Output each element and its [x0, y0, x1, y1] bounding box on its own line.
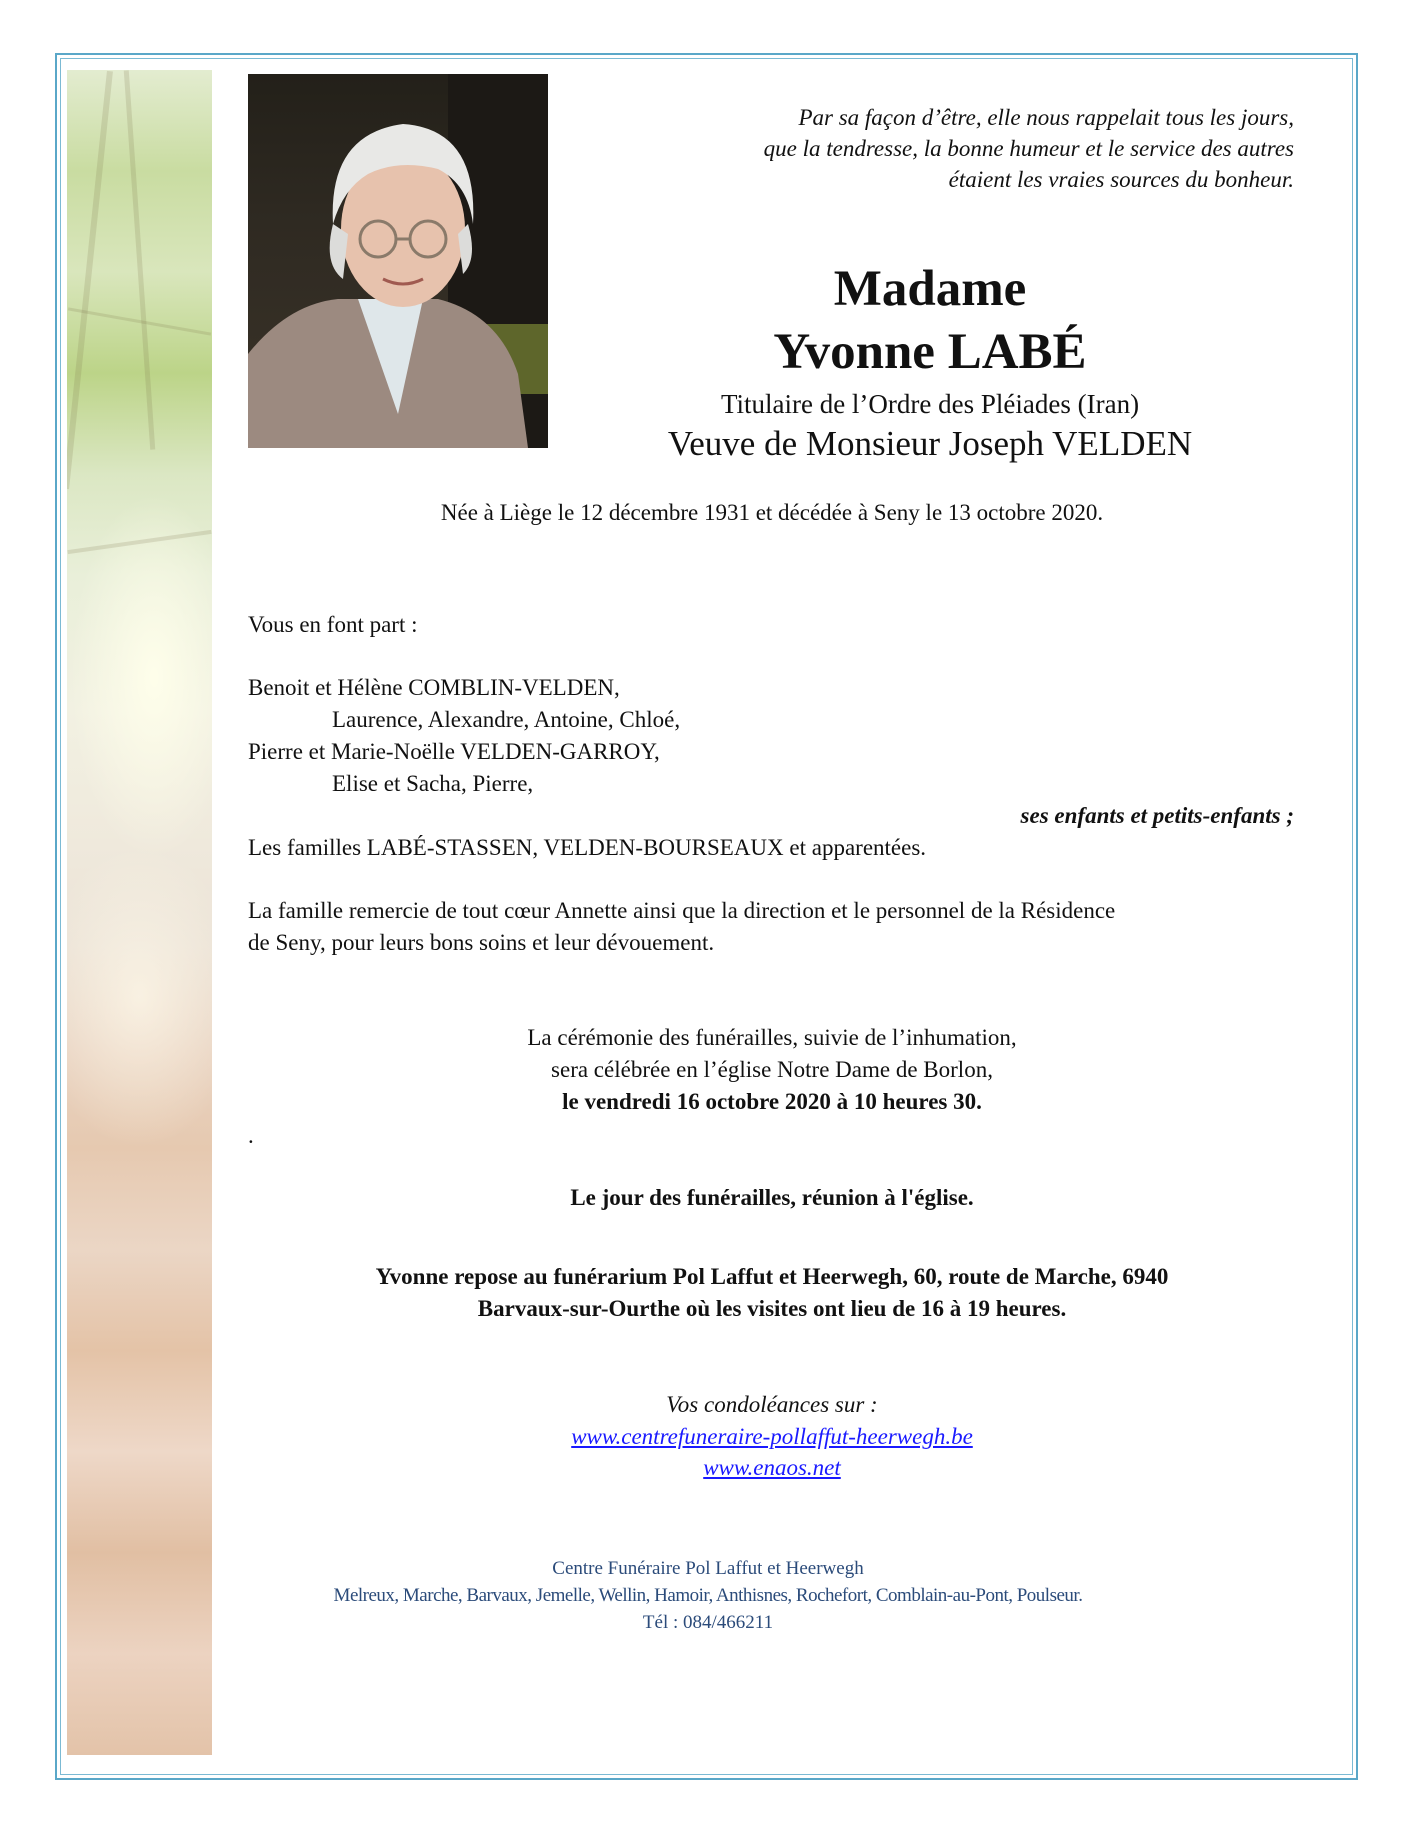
footer-company-name: Centre Funéraire Pol Laffut et Heerwegh	[552, 1558, 864, 1579]
thanks-line-1: La famille remercie de tout cœur Annette ainsi que la direction et le personnel de la Résidence	[248, 898, 1116, 923]
announcement-intro: Vous en font part :	[248, 612, 418, 637]
rest-location-line-1: Yvonne repose au funérarium Pol Laffut et Heerwegh, 60, route de Marche, 6940	[375, 1264, 1169, 1289]
family-line-2: Laurence, Alexandre, Antoine, Chloé,	[332, 707, 681, 732]
family-line-1: Benoit et Hélène COMBLIN-VELDEN,	[248, 675, 620, 700]
condolences-link-2[interactable]: www.enaos.net	[703, 1455, 841, 1480]
extended-families: Les familles LABÉ-STASSEN, VELDEN-BOURSEAUX et apparentées.	[248, 835, 927, 860]
condolences-link-1-wrap	[248, 1422, 1296, 1455]
relation-label: ses enfants et petits-enfants ;	[1020, 803, 1294, 828]
quote-line-1: Par sa façon d’être, elle nous rappelait tous les jours,	[798, 105, 1294, 130]
ceremony-datetime: le vendredi 16 octobre 2020 à 10 heures 30.	[562, 1089, 982, 1114]
footer-phone: Tél : 084/466211	[642, 1612, 774, 1633]
family-line-4: Elise et Sacha, Pierre,	[332, 771, 534, 796]
birth-death-dates: Née à Liège le 12 décembre 1931 et décédée à Seny le 13 octobre 2020.	[440, 500, 1104, 525]
thanks-line-2: de Seny, pour leurs bons soins et leur dévouement.	[248, 930, 715, 955]
ceremony-line-2: sera célébrée en l’église Notre Dame de Borlon,	[551, 1057, 993, 1082]
condolences-link-1[interactable]: www.centrefuneraire-pollaffut-heerwegh.be	[571, 1424, 973, 1449]
quote-line-3: étaient les vraies sources du bonheur.	[948, 167, 1294, 192]
distinction: Titulaire de l’Ordre des Pléiades (Iran)	[720, 389, 1140, 419]
widow-of: Veuve de Monsieur Joseph VELDEN	[667, 424, 1193, 463]
forest-path-image	[67, 70, 212, 1755]
family-line-3: Pierre et Marie-Noëlle VELDEN-GARROY,	[248, 739, 660, 764]
footer-locations: Melreux, Marche, Barvaux, Jemelle, Wellin, Hamoir, Anthisnes, Rochefort, Comblain-au-Pont, Poulseur.	[333, 1585, 1083, 1606]
honorific: Madame	[833, 261, 1027, 317]
quote-line-2: que la tendresse, la bonne humeur et le service des autres	[763, 136, 1294, 161]
rest-location-line-2: Barvaux-sur-Ourthe où les visites ont lieu de 16 à 19 heures.	[477, 1296, 1067, 1321]
ceremony-line-1: La cérémonie des funérailles, suivie de l’inhumation,	[527, 1025, 1017, 1050]
condolences-label: Vos condoléances sur :	[666, 1392, 878, 1417]
meeting-note: Le jour des funérailles, réunion à l'église.	[570, 1185, 974, 1210]
deceased-name: Yvonne LABÉ	[773, 324, 1087, 380]
condolences-link-2-wrap	[248, 1453, 1296, 1486]
stray-dot: .	[248, 1123, 254, 1148]
portrait-photo	[248, 74, 548, 448]
